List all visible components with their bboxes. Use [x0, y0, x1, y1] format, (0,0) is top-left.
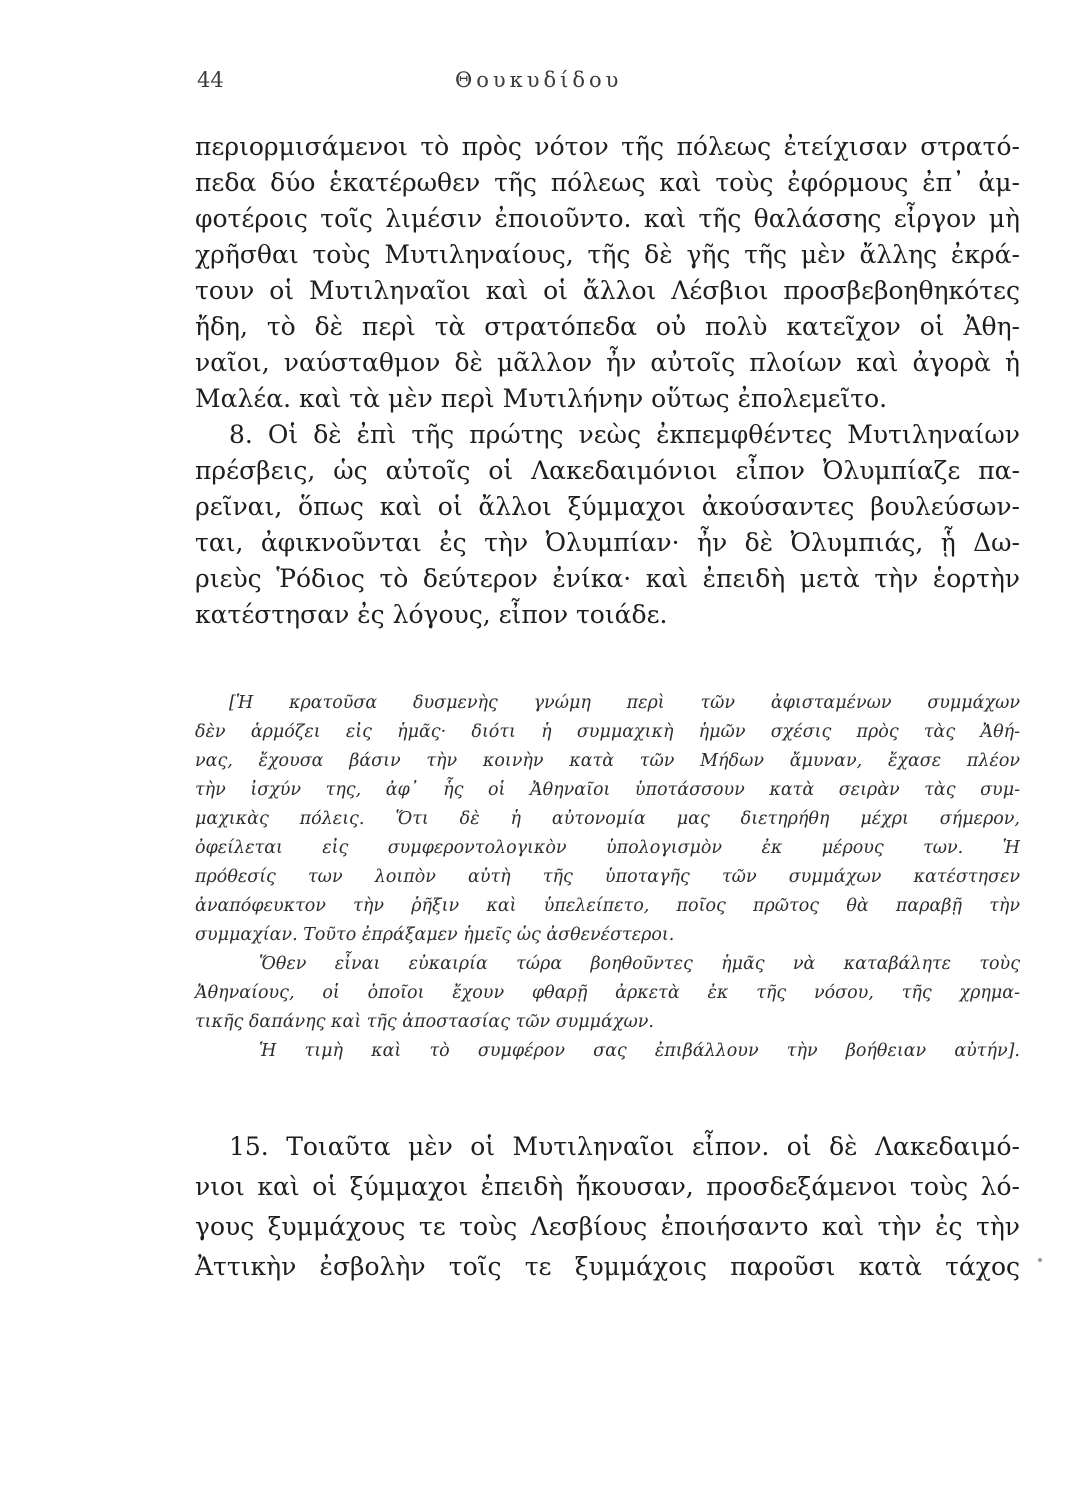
section-15-start-line: 15. Τοιαῦτα μὲν οἱ Μυτιληναῖοι εἶπον. οἱ δὲ Λακεδαιμό-: [229, 1132, 1020, 1161]
text-line: περιορμισάμενοι τὸ πρὸς νότον τῆς πόλεως ἐτείχισαν στρατό-: [195, 132, 1020, 161]
note-line: [Ἡ κρατοῦσα δυσμενὴς γνώμη περὶ τῶν ἀφισταμένων συμμάχων: [229, 693, 1020, 713]
text-line: Μαλέα. καὶ τὰ μὲν περὶ Μυτιλήνην οὕτως ἐπολεμεῖτο.: [195, 384, 888, 413]
text-line: πεδα δύο ἑκατέρωθεν τῆς πόλεως καὶ τοὺς ἐφόρμους ἐπ᾽ ἀμ-: [195, 168, 1020, 197]
text-line: Ἀττικὴν ἐσβολὴν τοῖς τε ξυμμάχοις παροῦσι κατὰ τάχος: [195, 1252, 1020, 1281]
note-line: Ἡ τιμὴ καὶ τὸ συμφέρον σας ἐπιβάλλουν τὴν βοήθειαν αὐτήν].: [259, 1041, 1020, 1061]
text-line: κατέστησαν ἐς λόγους, εἶπον τοιάδε.: [195, 600, 668, 629]
note-line: δὲν ἁρμόζει εἰς ἡμᾶς· διότι ἡ συμμαχικὴ ἡμῶν σχέσις πρὸς τὰς Ἀθή-: [195, 722, 1020, 742]
note-line: πρόθεσίς των λοιπὸν αὐτὴ τῆς ὑποταγῆς τῶν συμμάχων κατέστησεν: [195, 867, 1020, 887]
note-line: νας, ἔχουσα βάσιν τὴν κοινὴν κατὰ τῶν Μήδων ἄμυναν, ἔχασε πλέον: [195, 751, 1020, 771]
note-line: ὀφείλεται εἰς συμφεροντολογικὸν ὑπολογισμὸν ἐκ μέρους των. Ἡ: [195, 838, 1020, 858]
note-line: συμμαχίαν. Τοῦτο ἐπράξαμεν ἡμεῖς ὡς ἀσθενέστεροι.: [195, 925, 675, 945]
text-line: νιοι καὶ οἱ ξύμμαχοι ἐπειδὴ ἤκουσαν, προσδεξάμενοι τοὺς λό-: [195, 1172, 1020, 1201]
text-line: χρῆσθαι τοὺς Μυτιληναίους, τῆς δὲ γῆς τῆς μὲν ἄλλης ἐκρά-: [195, 240, 1020, 269]
text-line: ριεὺς Ῥόδιος τὸ δεύτερον ἐνίκα· καὶ ἐπειδὴ μετὰ τὴν ἑορτὴν: [195, 564, 1020, 593]
section-8-start-line: 8. Οἱ δὲ ἐπὶ τῆς πρώτης νεὼς ἐκπεμφθέντες Μυτιληναίων: [229, 420, 1020, 449]
text-line: πρέσβεις, ὡς αὐτοῖς οἱ Λακεδαιμόνιοι εἶπον Ὀλυμπίαζε πα-: [195, 456, 1020, 485]
text-line: γους ξυμμάχους τε τοὺς Λεσβίους ἐποιήσαντο καὶ τὴν ἐς τὴν: [195, 1212, 1020, 1241]
paper-speck: [1038, 1258, 1042, 1262]
text-line: φοτέροις τοῖς λιμέσιν ἐποιοῦντο. καὶ τῆς θαλάσσης εἶργον μὴ: [195, 204, 1020, 233]
note-line: Ἀθηναίους, οἱ ὁποῖοι ἔχουν φθαρῇ ἀρκετὰ ἐκ τῆς νόσου, τῆς χρημα-: [195, 983, 1020, 1003]
note-line: τὴν ἰσχύν της, ἀφ᾽ ἧς οἱ Ἀθηναῖοι ὑποτάσσουν κατὰ σειρὰν τὰς συμ-: [195, 780, 1020, 800]
running-title: Θουκυδίδου: [455, 68, 623, 92]
text-line: ται, ἀφικνοῦνται ἐς τὴν Ὀλυμπίαν· ἦν δὲ Ὀλυμπιάς, ᾗ Δω-: [195, 528, 1020, 557]
note-line: ἀναπόφευκτον τὴν ῥῆξιν καὶ ὑπελείπετο, ποῖος πρῶτος θὰ παραβῇ τὴν: [195, 896, 1020, 916]
text-line: ρεῖναι, ὅπως καὶ οἱ ἄλλοι ξύμμαχοι ἀκούσαντες βουλεύσων-: [195, 492, 1020, 521]
text-line: ἤδη, τὸ δὲ περὶ τὰ στρατόπεδα οὐ πολὺ κατεῖχον οἱ Ἀθη-: [195, 312, 1020, 341]
note-line: τικῆς δαπάνης καὶ τῆς ἀποστασίας τῶν συμμάχων.: [195, 1012, 654, 1032]
page-number: 44: [197, 68, 224, 92]
text-line: ναῖοι, ναύσταθμον δὲ μᾶλλον ἦν αὐτοῖς πλοίων καὶ ἀγορὰ ἡ: [195, 348, 1020, 377]
text-line: τουν οἱ Μυτιληναῖοι καὶ οἱ ἄλλοι Λέσβιοι προσβεβοηθηκότες: [195, 276, 1020, 305]
note-line: μαχικὰς πόλεις. Ὅτι δὲ ἡ αὐτονομία μας διετηρήθη μέχρι σήμερον,: [195, 809, 1020, 829]
page-header: [0, 68, 1073, 98]
note-line: Ὅθεν εἶναι εὐκαιρία τώρα βοηθοῦντες ἡμᾶς νὰ καταβάλητε τοὺς: [259, 954, 1020, 974]
